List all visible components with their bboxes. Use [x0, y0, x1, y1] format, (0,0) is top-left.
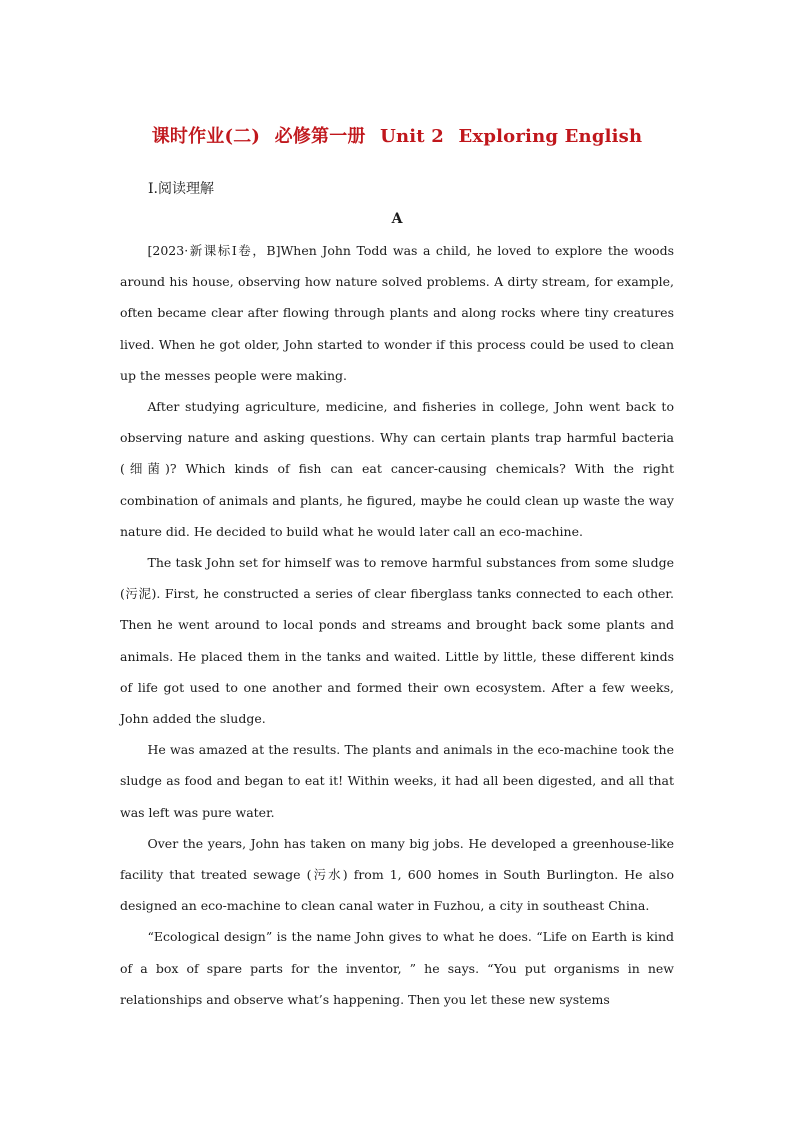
paragraph: Over the years, John has taken on many big jobs. He developed a greenhouse-like facility that treated sewage (污水) from 1, 600 homes in South Burlington. He also designed an eco-machine to clean canal water in Fuzhou, a city in southeast China.	[120, 835, 674, 914]
title-unit: Unit 2	[380, 126, 444, 147]
paragraph: [2023·新课标Ⅰ卷，B]When John Todd was a child, he loved to explore the woods around his house, observing how nature solved problems. A dirty stream, for example, often became clear after flowing through plants and along rocks where tiny creatures lived. When he got older, John started to wonder if this process could be used to clean up the messes people were making.	[120, 243, 674, 383]
paragraph: After studying agriculture, medicine, and fisheries in college, John went back to observing nature and asking questions. Why can certain plants trap harmful bacteria (细菌)? Which kinds of fish can eat cancer-causing chemicals? With the right combination of animals and plants, he figured, maybe he could clean up waste the way nature did. He decided to build what he would later call an eco-machine.	[120, 399, 674, 539]
paragraph: The task John set for himself was to remove harmful substances from some sludge (污泥). First, he constructed a series of clear fiberglass tanks connected to each other. Then he went around to local ponds and streams and brought back some plants and animals. He placed them in the tanks and waited. Little by little, these different kinds of life got used to one another and formed their own ecosystem. After a few weeks, John added the sludge.	[120, 555, 674, 727]
page-title	[0, 122, 794, 148]
paragraph: He was amazed at the results. The plants and animals in the eco-machine took the sludge as food and began to eat it! Within weeks, it had all been digested, and all that was left was pure water.	[120, 742, 674, 820]
passage-body	[120, 235, 674, 1015]
paragraph: “Ecological design” is the name John gives to what he does. “Life on Earth is kind of a box of spare parts for the inventor, ” he says. “You put organisms in new relationships and observe what’s happening. Then you let these new systems	[120, 929, 674, 1007]
section-heading: Ⅰ.阅读理解	[148, 181, 214, 197]
title-lesson: 课时作业(二)	[151, 126, 261, 147]
title-book: 必修第一册	[274, 126, 366, 147]
passage-label: A	[391, 211, 403, 227]
title-topic: Exploring English	[458, 126, 643, 147]
